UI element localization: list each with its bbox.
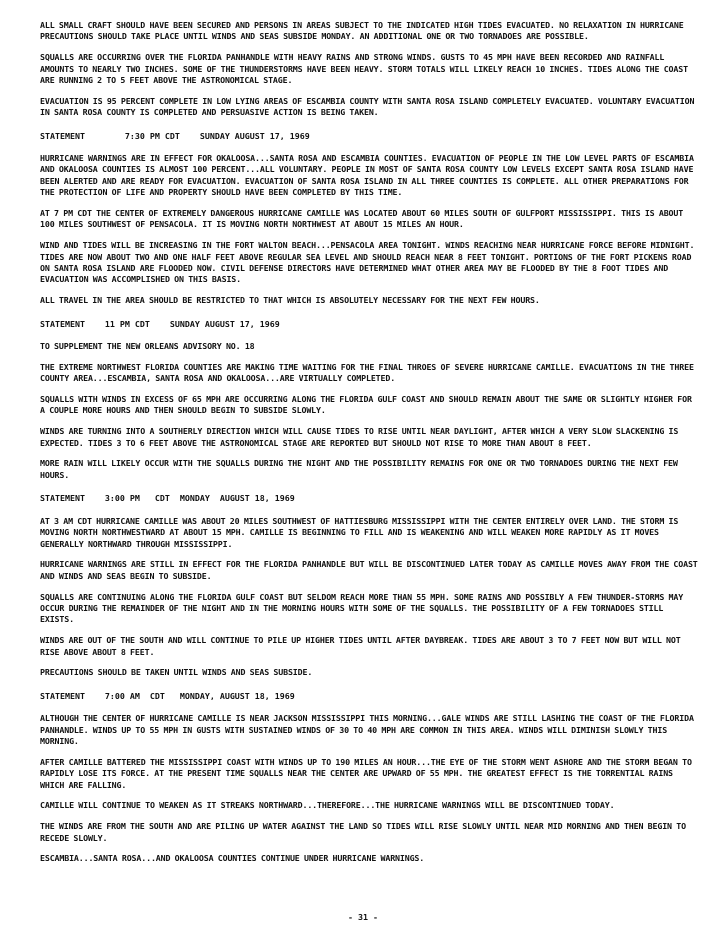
paragraph: SQUALLS WITH WINDS IN EXCESS OF 65 MPH ARE OCCURRING ALONG THE FLORIDA GULF COAST AND SHOULD REMAIN ABOUT THE SAME OR SLIGHTLY HIGHER FOR A COUPLE MORE HOURS AND THEN SHOULD BEGIN TO SUBSIDE SLOWLY. (40, 394, 692, 416)
section-intro (40, 20, 698, 119)
statement-heading: STATEMENT 7:30 PM CDT SUNDAY AUGUST 17, 1969 (40, 130, 310, 141)
section-statement-730pm (40, 131, 698, 307)
paragraph: WINDS ARE OUT OF THE SOUTH AND WILL CONTINUE TO PILE UP HIGHER TIDES UNTIL AFTER DAYBREAK. TIDES ARE ABOUT 3 TO 7 FEET NOW BUT WILL NOT RISE ABOVE ABOUT 8 FEET. (40, 635, 681, 657)
statement-heading: STATEMENT 11 PM CDT SUNDAY AUGUST 17, 1969 (40, 318, 280, 329)
paragraph: ALL SMALL CRAFT SHOULD HAVE BEEN SECURED AND PERSONS IN AREAS SUBJECT TO THE INDICATED HIGH TIDES EVACUATED. NO RELAXATION IN HURRICANE PRECAUTIONS SHOULD TAKE PLACE UNTIL WINDS AND SEAS SUBSIDE MONDAY. AN ADDITIONAL ONE OR TWO TORNADOES ARE POSSIBLE. (40, 20, 684, 42)
page-number: - 31 - (348, 912, 378, 922)
paragraph: SQUALLS ARE CONTINUING ALONG THE FLORIDA GULF COAST BUT SELDOM REACH MORE THAN 55 MPH. SOME RAINS AND POSSIBLY A FEW THUNDER-STORMS MAY OCCUR DURING THE REMAINDER OF THE NIGHT AND IN THE MORNING HOURS WITH SOME OF THE SQUALLS. THE POSSIBILITY OF A FEW TORNADOES STILL EXISTS. (40, 591, 684, 625)
statement-heading: STATEMENT 7:00 AM CDT MONDAY, AUGUST 18, 1969 (40, 690, 295, 701)
paragraph: TO SUPPLEMENT THE NEW ORLEANS ADVISORY NO. 18 (40, 341, 255, 352)
paragraph: PRECAUTIONS SHOULD BE TAKEN UNTIL WINDS AND SEAS SUBSIDE. (40, 667, 313, 678)
paragraph: ESCAMBIA...SANTA ROSA...AND OKALOOSA COUNTIES CONTINUE UNDER HURRICANE WARNINGS. (40, 853, 425, 864)
paragraph: ALTHOUGH THE CENTER OF HURRICANE CAMILLE IS NEAR JACKSON MISSISSIPPI THIS MORNING...GALE WINDS ARE STILL LASHING THE COAST OF THE FLORIDA PANHANDLE. WINDS UP TO 55 MPH IN GUSTS WITH SUSTAINED WINDS OF 30 TO 40 MPH ARE COMMON IN THIS AREA. WINDS WILL DIMINISH SLOWLY THIS MORNING. (40, 713, 694, 746)
paragraph: ALL TRAVEL IN THE AREA SHOULD BE RESTRICTED TO THAT WHICH IS ABSOLUTELY NECESSARY FOR THE NEXT FEW HOURS. (40, 295, 540, 306)
paragraph: THE EXTREME NORTHWEST FLORIDA COUNTIES ARE MAKING TIME WAITING FOR THE FINAL THROES OF SEVERE HURRICANE CAMILLE. EVACUATIONS IN THE THREE COUNTY AREA...ESCAMBIA, SANTA ROSA AND OKALOOSA...ARE VIRTUALLY COMPLETED. (40, 361, 694, 384)
paragraph: AT 3 AM CDT HURRICANE CAMILLE WAS ABOUT 20 MILES SOUTHWEST OF HATTIESBURG MISSISSIPPI WITH THE CENTER ENTIRELY OVER LAND. THE STORM IS MOVING NORTH NORTHWESTWARD AT ABOUT 15 MPH. CAMILLE IS BEGINNING TO FILL AND IS WEAKENING AND WILL WEAKEN MORE RAPIDLY AS IT MOVES GENERALLY NORTHWARD THROUGH MISSISSIPPI. (40, 515, 679, 549)
paragraph: HURRICANE WARNINGS ARE STILL IN EFFECT FOR THE FLORIDA PANHANDLE BUT WILL BE DISCONTINUED LATER TODAY AS CAMILLE MOVES AWAY FROM THE COAST AND WINDS AND SEAS BEGIN TO SUBSIDE. (40, 559, 698, 581)
section-statement-700am (40, 691, 698, 865)
paragraph: HURRICANE WARNINGS ARE IN EFFECT FOR OKALOOSA...SANTA ROSA AND ESCAMBIA COUNTIES. EVACUATION OF PEOPLE IN THE LOW LEVEL PARTS OF ESCAMBIA AND OKALOOSA COUNTIES IS ALMOST 100 PERCENT...ALL VOLUNTARY. PEOPLE IN MOST OF SANTA ROSA COUNTY LOW LEVELS EXCEPT SANTA ROSA ISLAND HAVE BEEN ALERTED AND ARE READY FOR EVACUATION. EVACUATION OF SANTA ROSA ISLAND IN ALL THREE COUNTIES IS COMPLETE. ALL OTHER PREPARATIONS FOR THE PROTECTION OF LIFE AND PROPERTY SHOULD HAVE BEEN COMPLETED BY THIS TIME. (40, 153, 694, 198)
statement-heading: STATEMENT 3:00 PM CDT MONDAY AUGUST 18, 1969 (40, 493, 295, 504)
paragraph: THE WINDS ARE FROM THE SOUTH AND ARE PILING UP WATER AGAINST THE LAND SO TIDES WILL RISE SLOWLY UNTIL NEAR MID MORNING AND THEN BEGIN TO RECEDE SLOWLY. (40, 821, 686, 843)
paragraph: AT 7 PM CDT THE CENTER OF EXTREMELY DANGEROUS HURRICANE CAMILLE WAS LOCATED ABOUT 60 MILES SOUTH OF GULFPORT MISSISSIPPI. THIS IS ABOUT 100 MILES SOUTHWEST OF PENSACOLA. IT IS MOVING NORTH NORTHWEST AT ABOUT 15 MILES AN HOUR. (40, 208, 684, 230)
paragraph: AFTER CAMILLE BATTERED THE MISSISSIPPI COAST WITH WINDS UP TO 190 MILES AN HOUR...THE EYE OF THE STORM WENT ASHORE AND THE STORM BEGAN TO RAPIDLY LOSE ITS FORCE. AT THE PRESENT TIME SQUALLS NEAR THE CENTER ARE UPWARD OF 55 MPH. THE GREATEST EFFECT IS THE TORRENTIAL RAINS WHICH ARE FALLING. (40, 756, 692, 790)
paragraph: SQUALLS ARE OCCURRING OVER THE FLORIDA PANHANDLE WITH HEAVY RAINS AND STRONG WINDS. GUSTS TO 45 MPH HAVE BEEN RECORDED AND RAINFALL AMOUNTS TO NEARLY TWO INCHES. SOME OF THE THUNDERSTORMS HAVE BEEN HEAVY. STORM TOTALS WILL LIKELY REACH 10 INCHES. TIDES ALONG THE COAST ARE RUNNING 2 TO 5 FEET ABOVE THE ASTRONOMICAL STAGE. (40, 52, 688, 86)
paragraph: CAMILLE WILL CONTINUE TO WEAKEN AS IT STREAKS NORTHWARD...THEREFORE...THE HURRICANE WARNINGS WILL BE DISCONTINUED TODAY. (40, 800, 615, 811)
paragraph: WINDS ARE TURNING INTO A SOUTHERLY DIRECTION WHICH WILL CAUSE TIDES TO RISE UNTIL NEAR DAYLIGHT, AFTER WHICH A VERY SLOW SLACKENING IS EXPECTED. TIDES 3 TO 6 FEET ABOVE THE ASTRONOMICAL STAGE ARE REPORTED BUT SHOULD NOT RISE TO MORE THAN ABOUT 8 FEET. (40, 426, 679, 448)
paragraph: WIND AND TIDES WILL BE INCREASING IN THE FORT WALTON BEACH...PENSACOLA AREA TONIGHT. WINDS REACHING NEAR HURRICANE FORCE BEFORE MIDNIGHT. TIDES ARE NOW ABOUT TWO AND ONE HALF FEET ABOVE REGULAR SEA LEVEL AND SHOULD REACH NEAR 8 FEET TONIGHT. PORTIONS OF THE FORT PICKENS ROAD ON SANTA ROSA ISLAND ARE FLOODED NOW. CIVIL DEFENSE DIRECTORS HAVE DETERMINED WHAT OTHER AREA MAY BE FLOODED BY THE 8 FOOT TIDES AND EVACUATION WAS ACCOMPLISHED ON THIS BASIS. (40, 240, 695, 285)
section-statement-300pm (40, 493, 698, 678)
paragraph: EVACUATION IS 95 PERCENT COMPLETE IN LOW LYING AREAS OF ESCAMBIA COUNTY WITH SANTA ROSA ISLAND COMPLETELY EVACUATED. VOLUNTARY EVACUATION IN SANTA ROSA COUNTY IS COMPLETED AND PERSUASIVE ACTION IS BEING TAKEN. (40, 95, 695, 118)
section-statement-11pm (40, 319, 698, 482)
paragraph: MORE RAIN WILL LIKELY OCCUR WITH THE SQUALLS DURING THE NIGHT AND THE POSSIBILITY REMAINS FOR ONE OR TWO TORNADOES DURING THE NEXT FEW HOURS. (40, 458, 678, 480)
